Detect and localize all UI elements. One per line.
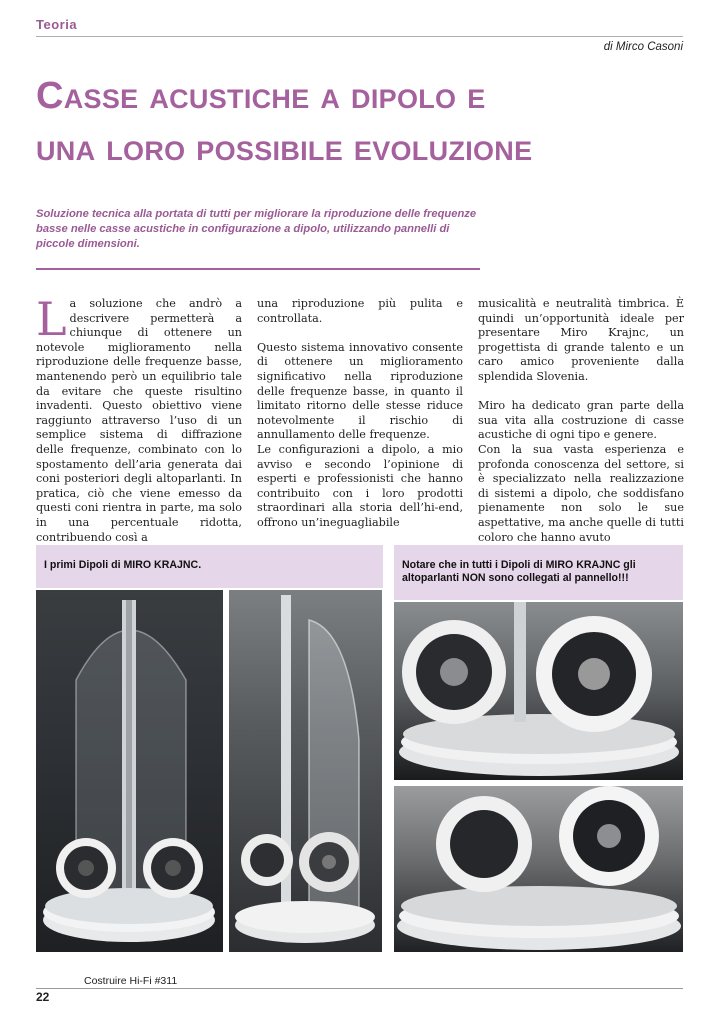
column-3-paragraph-2: Miro ha dedicato gran parte della sua vita alla costruzione di casse acustiche di ogni tipo e genere.	[478, 399, 684, 442]
speaker-detail-photo-1	[394, 602, 683, 780]
speaker-detail-photo-2	[394, 786, 683, 952]
drop-cap: L	[36, 292, 67, 346]
body-column-3	[478, 297, 684, 545]
footer-divider	[36, 988, 683, 989]
column-1-text: a soluzione che andrò a descrivere permetterà a chiunque di ottenere un notevole miglioramento nella riproduzione delle frequenze basse, mantenendo però un equilibrio tale da evitare che queste risultino invadenti. Questo obiettivo viene raggiunto attraverso l’uso di un semplice sistema di diffrazione delle frequenze, combinato con lo spostamento dell’aria generata dai coni posteriori degli altoparlanti. In pratica, ciò che viene emesso da questi coni rientra in parte, ma solo in una percentuale ridotta, contribuendo così a	[36, 297, 242, 544]
section-label: Teoria	[36, 17, 78, 32]
photo-caption-left: I primi Dipoli di MIRO KRAJNC.	[36, 545, 383, 588]
body-column-2	[257, 297, 463, 531]
column-2-paragraph-1: una riproduzione più pulita e controllata.	[257, 297, 463, 325]
speaker-photo-side	[229, 590, 382, 952]
magazine-name: Costruire Hi-Fi #311	[84, 975, 178, 987]
author-byline: di Mirco Casoni	[603, 41, 683, 53]
article-subtitle: Soluzione tecnica alla portata di tutti per migliorare la riproduzione delle frequenze basse nelle casse acustiche in configurazione a dipolo, utilizzando pannelli di piccole dimensioni.	[36, 208, 477, 250]
column-2-paragraph-3: Le configurazioni a dipolo, a mio avviso e secondo l’opinione di esperti e professionisti che hanno contribuito con i loro prodotti straordinari alla storia dell’hi-end, offrono un’ineguagliabile	[257, 442, 463, 529]
column-3-paragraph-1: musicalità e neutralità timbrica. È quindi un’opportunità ideale per presentare Miro Krajnc, un progettista di grande talento e un caro amico proveniente dalla splendida Slovenia.	[478, 297, 684, 383]
article-title	[36, 70, 686, 174]
body-column-1	[36, 292, 242, 545]
page-number: 22	[36, 990, 50, 1004]
photo-caption-right: Notare che in tutti i Dipoli di MIRO KRAJNC gli altoparlanti NON sono collegati al pannello!!!	[394, 545, 683, 600]
speaker-photo-front	[36, 590, 223, 952]
subtitle-divider	[36, 268, 480, 270]
column-2-paragraph-2: Questo sistema innovativo consente di ottenere un miglioramento significativo nella riproduzione delle frequenze basse, in quanto il limitato ritorno delle stesse riduce notevolmente il rischio di annullamento delle frequenze.	[257, 340, 463, 442]
title-line-1: Casse acustiche a dipolo e	[36, 75, 486, 117]
column-3-paragraph-3: Con la sua vasta esperienza e profonda conoscenza del settore, si è specializzato nella realizzazione di sistemi a dipolo, che soddisfano pienamente non solo le sue aspettative, ma anche quelle di tutti coloro che hanno avuto	[478, 442, 684, 544]
header-divider	[36, 36, 683, 37]
title-line-2: una loro possibile evoluzione	[36, 127, 533, 169]
